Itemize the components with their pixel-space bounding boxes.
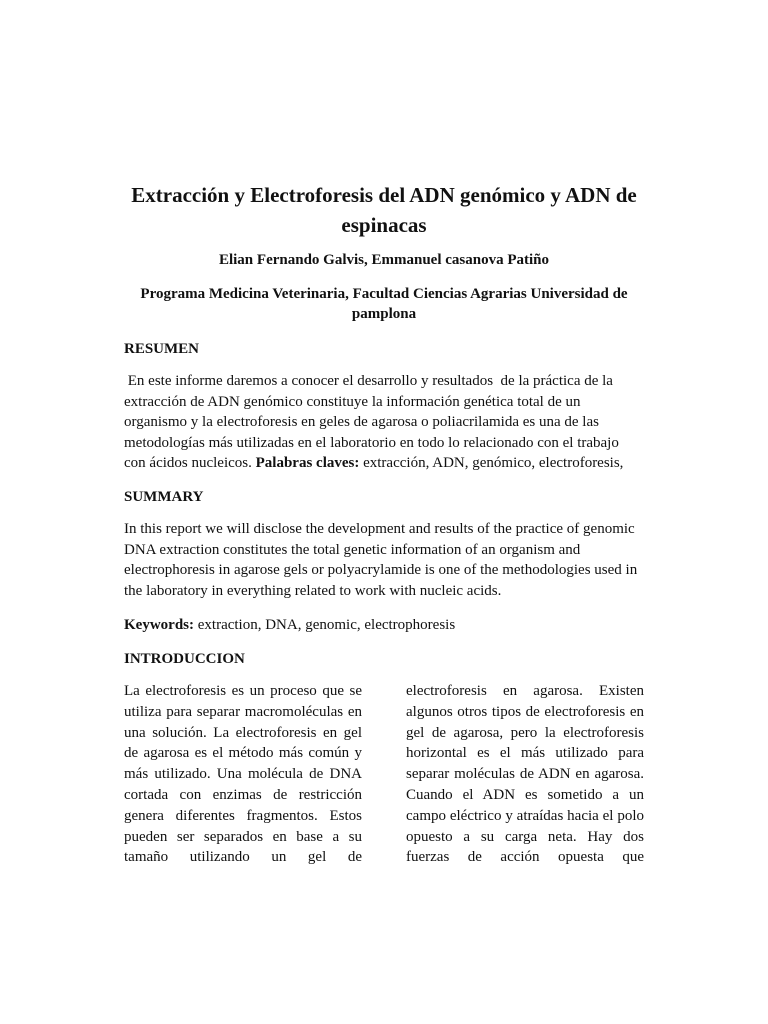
resumen-heading: RESUMEN [124,341,200,357]
resumen-line: metodologías más utilizadas en el laboratorio en todo lo relacionado con el trabajo [124,434,619,451]
intro-left-line: cortada con enzimas de restricción [124,786,362,803]
summary-line: the laboratory in everything related to work with nucleic acids. [124,582,502,599]
intro-right-line: algunos otros tipos de electroforesis en [406,703,644,720]
intro-right-line: fuerzas de acción opuesta que [406,849,644,866]
authors: Elian Fernando Galvis, Emmanuel casanova Patiño [218,252,550,268]
intro-left-line: tamaño utilizando un gel de [124,849,362,866]
intro-left-line: pueden ser separados en base a su [124,828,362,845]
summary-paragraph [124,519,652,601]
keywords-label: Keywords: [124,617,194,633]
summary-heading: SUMMARY [124,489,204,505]
intro-left-line: genera diferentes fragmentos. Estos [124,807,362,824]
title-line-2: espinacas [341,213,427,237]
intro-right-column [406,681,644,868]
resumen-line [124,453,652,474]
affiliation [110,284,658,324]
intro-left-line: utiliza para separar macromoléculas en [124,703,362,720]
summary-line: DNA extraction constitutes the total genetic information of an organism and [124,541,581,558]
intro-right-line: gel de agarosa, pero la electroforesis [406,724,644,741]
intro-left-line: más utilizado. Una molécula de DNA [124,766,362,783]
intro-right-line: horizontal es el más utilizado para [406,745,644,762]
palabras-claves-text: extracción, ADN, genómico, electroforesis, [359,455,624,471]
intro-left-line: La electroforesis es un proceso que se [124,683,362,699]
summary-line: electrophoresis in agarose gels or polyacrylamide is one of the methodologies used in [124,562,638,578]
intro-right-line: Cuando el ADN es sometido a un [406,786,644,803]
resumen-last-text: con ácidos nucleicos. [124,455,256,471]
affiliation-line-1: Programa Medicina Veterinaria, Facultad Ciencias Agrarias Universidad de [140,286,628,302]
resumen-line: extracción de ADN genómico constituye la información genética total de un [124,393,581,410]
palabras-claves-label: Palabras claves: [255,455,360,471]
resumen-paragraph [124,371,652,474]
intro-left-line: de agarosa es el método más común y [124,745,362,762]
intro-right-line: opuesto a su carga neta. Hay dos [406,828,644,845]
intro-left-column [124,681,362,868]
resumen-line: En este informe daremos a conocer el desarrollo y resultados de la práctica de la [124,373,613,389]
introduccion-heading: INTRODUCCION [124,651,245,667]
keywords-text: extraction, DNA, genomic, electrophoresis [194,617,456,633]
intro-right-line: campo eléctrico y atraídas hacia el polo [406,807,644,824]
intro-left-line: una solución. La electroforesis en gel [124,724,362,741]
intro-right-line: separar moléculas de ADN en agarosa. [406,766,644,783]
summary-line: In this report we will disclose the development and results of the practice of genomic [124,521,635,537]
title-line-1: Extracción y Electroforesis del ADN genómico y ADN de [131,183,637,207]
keywords-line [124,615,652,636]
resumen-line: organismo y la electroforesis en geles de agarosa o poliacrilamida es una de las [124,414,599,430]
paper-title [100,180,668,240]
intro-right-line: electroforesis en agarosa. Existen [406,683,644,699]
affiliation-line-2: pamplona [351,306,417,322]
